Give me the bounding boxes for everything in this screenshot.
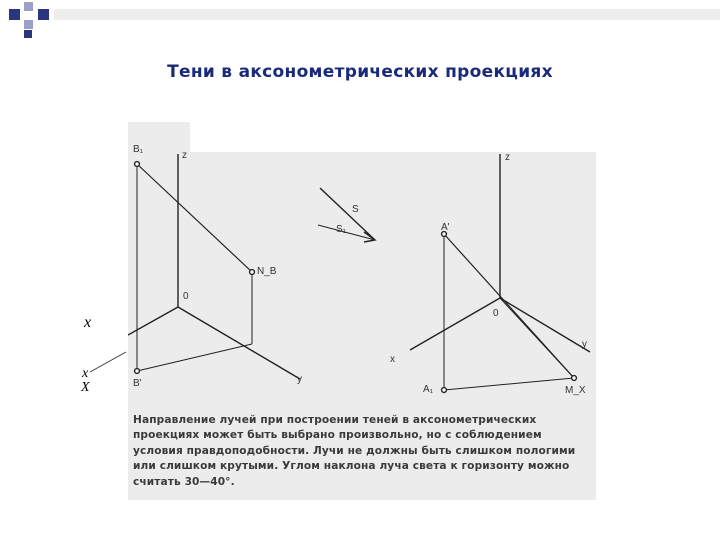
label-left-o: 0	[183, 291, 189, 302]
label-right-x: x	[390, 354, 395, 365]
corner-square-light-2	[24, 20, 33, 29]
label-left-y: y	[297, 374, 302, 385]
label-b1: B₁	[133, 144, 144, 155]
label-right-o: 0	[493, 308, 499, 319]
label-ray-s1: S₁	[336, 224, 347, 235]
label-left-z: z	[182, 150, 187, 161]
label-nb: N_B	[257, 266, 277, 277]
label-mx: M_X	[565, 385, 586, 396]
left-point-nb	[250, 270, 255, 275]
label-right-z: z	[505, 152, 510, 163]
corner-decoration	[0, 0, 720, 40]
label-ray-s: S	[352, 204, 359, 215]
external-leader-line	[86, 350, 146, 390]
corner-square-dark-1	[9, 9, 20, 20]
right-point-a1	[442, 388, 447, 393]
external-label-x-lowest: X	[81, 380, 90, 395]
label-b-prime: B'	[133, 378, 142, 389]
label-a1: A₁	[423, 384, 434, 395]
corner-square-dark-3	[24, 30, 32, 38]
right-point-mx	[572, 376, 577, 381]
corner-gradient-bar	[54, 9, 720, 20]
left-point-b1	[135, 162, 140, 167]
label-a-prime: A'	[441, 222, 450, 233]
page-title: Тени в аксонометрических проекциях	[167, 62, 553, 82]
external-label-x-upper: x	[84, 314, 92, 331]
label-right-y: y	[582, 339, 587, 350]
corner-square-light-1	[24, 2, 33, 11]
external-label-x-lower: x	[82, 366, 89, 381]
corner-square-dark-2	[38, 9, 49, 20]
figure-caption: Направление лучей при построении теней в аксонометрических проекциях может быть выбрано произвольно, но с соблюдением условия правдоподобности. Лучи не должны быть слишком пологими или слишком крутыми. Углом наклона луча света к горизонту можно считать 30—40°.	[133, 414, 576, 488]
